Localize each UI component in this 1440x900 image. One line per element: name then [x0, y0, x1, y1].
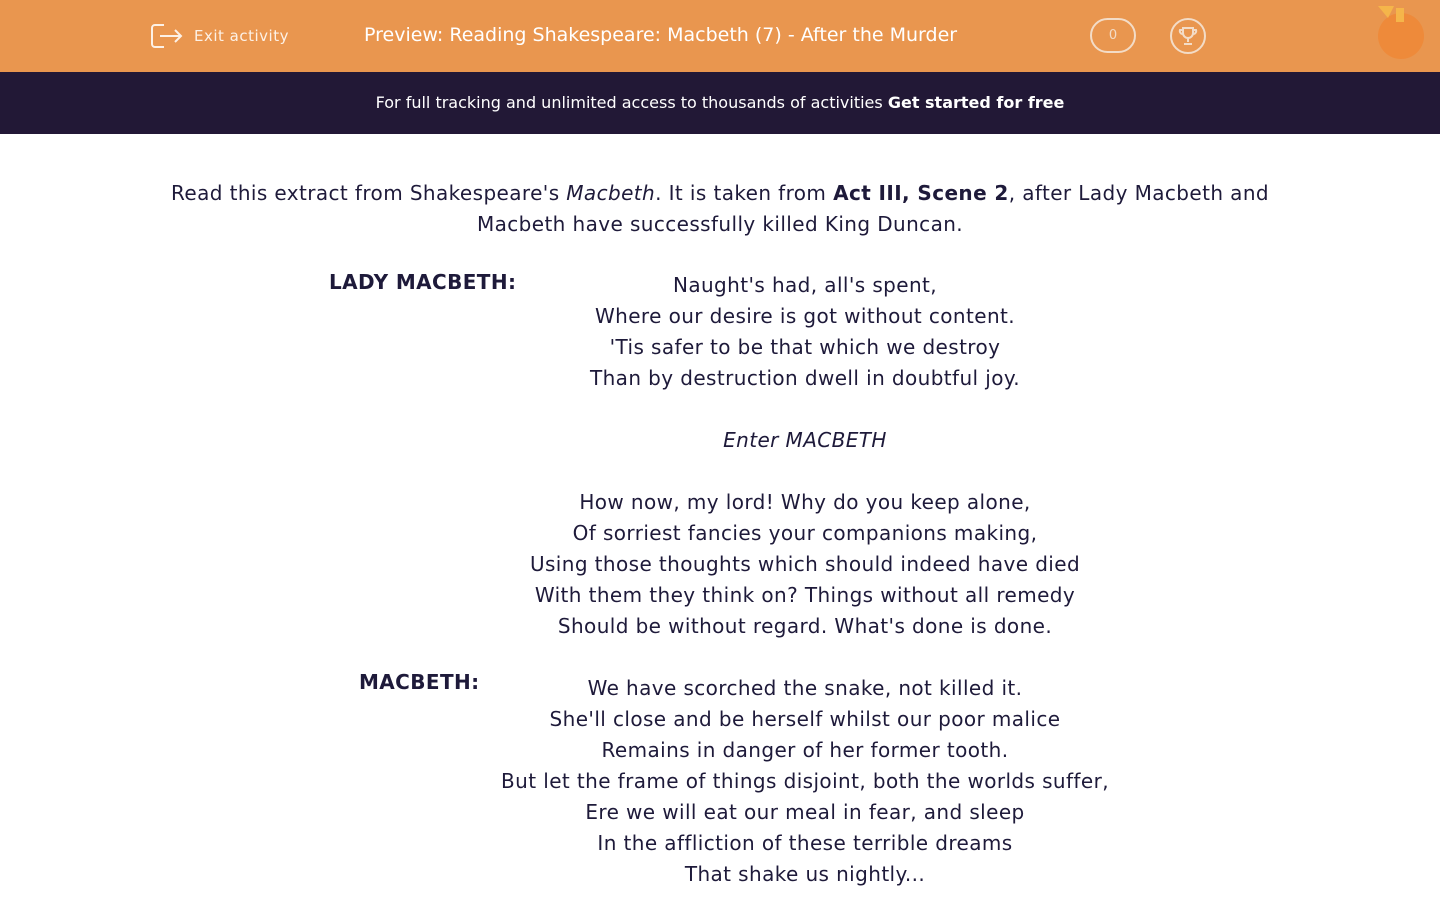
intro-text: [165, 178, 1275, 240]
verse-line: Ere we will eat our meal in fear, and sleep: [585, 800, 1025, 824]
get-started-link[interactable]: Get started for free: [887, 93, 1065, 112]
verse-line: 'Tis safer to be that which we destroy: [609, 335, 1001, 359]
activity-title: Preview: Reading Shakespeare: Macbeth (7) - After the Murder: [364, 24, 958, 46]
banner-text: For full tracking and unlimited access to thousands of activities: [375, 93, 888, 112]
verse-line: Than by destruction dwell in doubtful joy.: [589, 366, 1021, 390]
exit-icon: [150, 22, 184, 50]
score-badge: 0: [1090, 18, 1136, 53]
intro-part: Read this extract from Shakespeare's: [170, 181, 567, 205]
verse-line: Should be without regard. What's done is done.: [557, 614, 1053, 638]
logo: [1374, 4, 1430, 60]
play-title: Macbeth: [566, 181, 656, 205]
verse-line: Naught's had, all's spent,: [672, 273, 938, 297]
verse-line: In the affliction of these terrible dreams: [597, 831, 1013, 855]
intro-part: , after Lady Macbeth and Macbeth have successfully killed King Duncan.: [476, 181, 1270, 236]
verse-line: Remains in danger of her former tooth.: [601, 738, 1009, 762]
exit-label: Exit activity: [194, 27, 289, 45]
intro-part: . It is taken from: [655, 181, 834, 205]
verse-line: With them they think on? Things without all remedy: [534, 583, 1076, 607]
verse-lines: [405, 270, 1205, 890]
signup-banner: [0, 72, 1440, 134]
verse-line: We have scorched the snake, not killed it.: [587, 676, 1023, 700]
verse-line: How now, my lord! Why do you keep alone,: [579, 490, 1031, 514]
speaker-lady-macbeth: LADY MACBETH:: [329, 270, 517, 294]
top-bar: [0, 0, 1440, 72]
extract: [0, 270, 1440, 890]
verse-line: That shake us nightly...: [684, 862, 926, 886]
trophy-button[interactable]: [1170, 18, 1206, 54]
stage-direction: Enter MACBETH: [723, 428, 887, 452]
trophy-icon: [1177, 25, 1199, 47]
verse-line: But let the frame of things disjoint, both the worlds suffer,: [501, 769, 1109, 793]
exit-activity-button[interactable]: [150, 22, 289, 50]
verse-line: Where our desire is got without content.: [594, 304, 1016, 328]
scene-ref: Act III, Scene 2: [833, 181, 1009, 205]
verse-line: Of sorriest fancies your companions making,: [572, 521, 1038, 545]
verse-line: She'll close and be herself whilst our poor malice: [549, 707, 1061, 731]
speaker-macbeth: MACBETH:: [359, 670, 480, 694]
verse-line: Using those thoughts which should indeed have died: [529, 552, 1081, 576]
